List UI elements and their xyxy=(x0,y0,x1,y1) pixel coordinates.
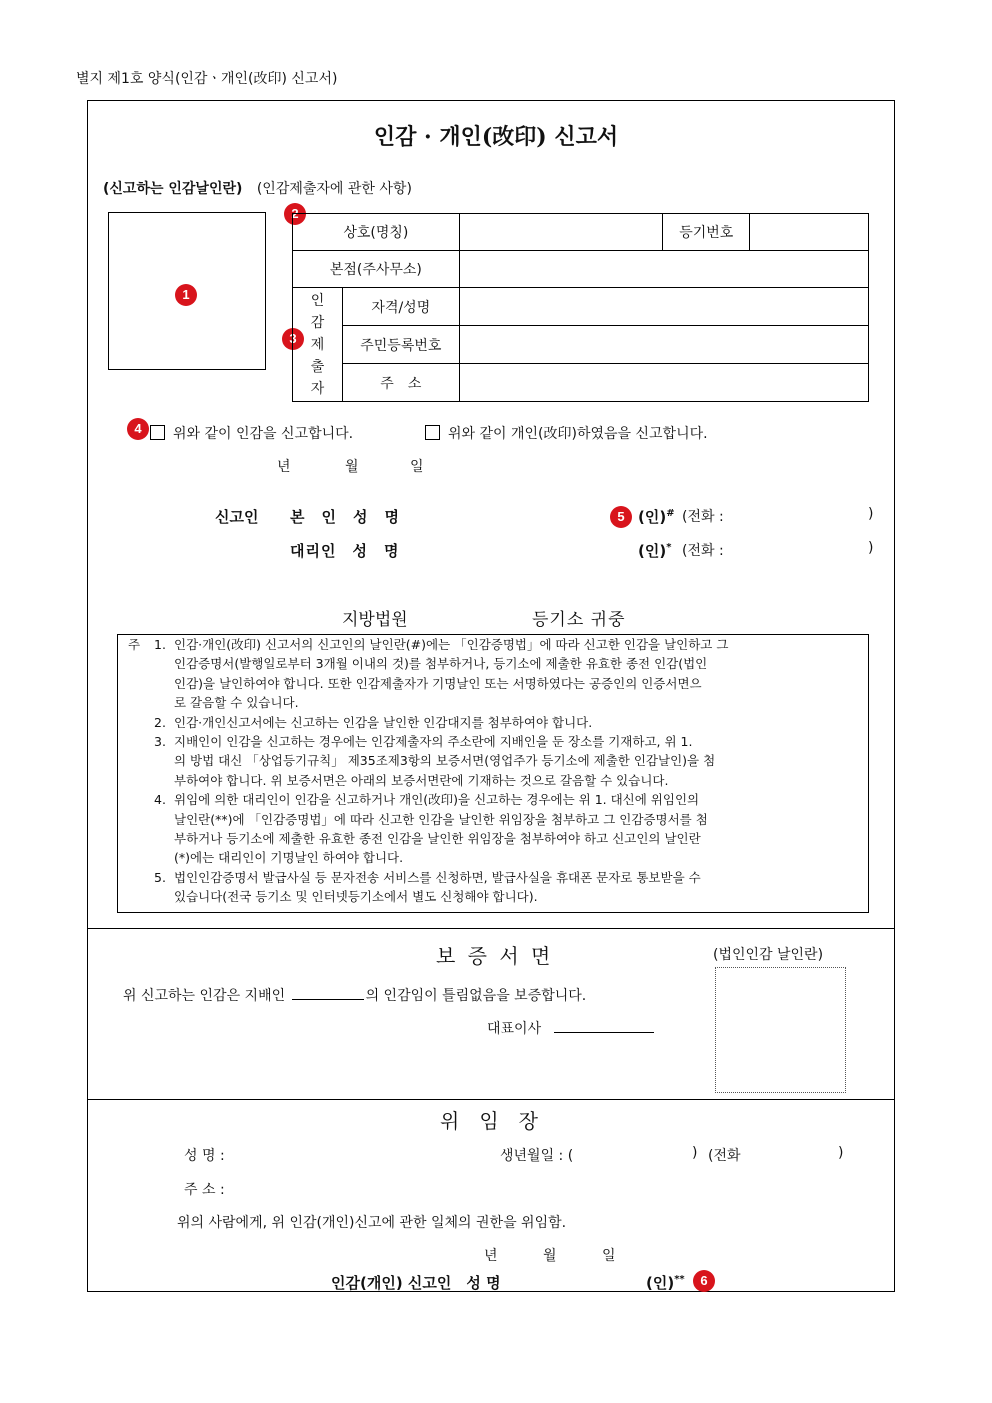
reporter-seal-2 xyxy=(638,540,671,561)
submitter-char: 출 xyxy=(310,358,325,375)
attorney-phone-close: ) xyxy=(838,1145,844,1161)
attorney-name-label: 성 명 : xyxy=(184,1148,225,1164)
note-number: 5. xyxy=(154,869,166,885)
note-number: 4. xyxy=(154,792,166,808)
date-month-label: 월 xyxy=(345,459,359,475)
note-line: 부하거나 등기소에 제출한 유효한 종전 인감을 날인한 위임장을 첨부하여야 하고 신고인의 날인란 xyxy=(174,831,701,847)
resident-number-label: 주민등록번호 xyxy=(342,326,459,364)
note-line: 인감증명서(발행일로부터 3개월 이내의 것)를 첨부하거나, 등기소에 제출한 유효한 종전 인감(법인 xyxy=(174,656,708,672)
reporter-phone-2-close: ) xyxy=(868,540,874,556)
seal-mark: * xyxy=(666,542,672,553)
attorney-phone-label: (전화 xyxy=(708,1148,741,1164)
check-option-change[interactable] xyxy=(425,423,708,443)
attorney-signer-label: 인감(개인) 신고인 성 명 xyxy=(331,1274,501,1292)
seal-section-label: (신고하는 인감날인란) xyxy=(103,181,243,197)
note-line: 법인인감증명서 발급사실 등 문자전송 서비스를 신청하면, 발급사실을 휴대폰 문자로 통보받을 수 xyxy=(174,869,701,885)
manager-name-field[interactable] xyxy=(292,999,364,1000)
seal-section-heading xyxy=(103,178,412,198)
callout-badge-6: 6 xyxy=(693,1270,715,1292)
form-title: 인감 · 개인(改印) 신고서 xyxy=(373,124,619,150)
note-item xyxy=(128,790,860,868)
callout-badge-3: 3 xyxy=(282,328,304,350)
change-checkbox[interactable] xyxy=(425,425,440,440)
trade-name-label: 상호(명칭) xyxy=(293,214,460,251)
trade-name-field[interactable] xyxy=(459,214,663,251)
note-number: 3. xyxy=(154,734,166,750)
change-checkbox-label: 위와 같이 개인(改印)하였음을 신고합니다. xyxy=(448,426,708,442)
reporter-self-name-label: 본 인 성 명 xyxy=(290,508,400,526)
note-item xyxy=(128,635,860,713)
date-day-label: 일 xyxy=(410,459,424,475)
reg-number-label: 등기번호 xyxy=(663,214,750,251)
check-option-register[interactable] xyxy=(150,423,353,443)
note-line: 의 방법 대신 「상업등기규칙」 제35조제3항의 보증서면(영업주가 등기소에 제출한 인감날인)을 첨 xyxy=(174,753,716,769)
reporter-phone-1-close: ) xyxy=(868,506,874,522)
attorney-date-year: 년 xyxy=(484,1248,498,1264)
reporter-label: 신고인 xyxy=(215,508,259,526)
reporter-phone-1-label: (전화 : xyxy=(682,509,724,525)
qualification-name-field[interactable] xyxy=(459,288,868,326)
callout-badge-1: 1 xyxy=(175,284,197,306)
note-number: 2. xyxy=(154,714,166,730)
address-field[interactable] xyxy=(459,364,868,402)
note-line: 로 갈음할 수 있습니다. xyxy=(174,695,299,711)
head-office-field[interactable] xyxy=(459,251,868,288)
note-line: 있습니다(전국 등기소 및 인터넷등기소에서 별도 신청해야 합니다). xyxy=(174,889,538,905)
resident-number-field[interactable] xyxy=(459,326,868,364)
registry-office-label: 등기소 귀중 xyxy=(532,610,626,630)
seal-mark: # xyxy=(666,508,675,519)
note-line: 날인란(**)에 「인감증명법」에 따라 신고한 인감을 날인한 위임장을 첨부하고 그 인감증명서를 첨 xyxy=(174,811,708,827)
reg-number-field[interactable] xyxy=(750,214,869,251)
form-header-note: 별지 제1호 양식(인감ㆍ개인(改印) 신고서) xyxy=(76,71,338,87)
reporter-phone-2-label: (전화 : xyxy=(682,543,724,559)
attorney-date-day: 일 xyxy=(602,1248,616,1264)
note-text xyxy=(174,732,860,790)
seal-text: (인) xyxy=(638,508,667,526)
guarantee-statement xyxy=(123,985,586,1005)
register-checkbox[interactable] xyxy=(150,425,165,440)
representative-label: 대표이사 xyxy=(487,1021,542,1037)
section-divider-guarantee xyxy=(87,928,895,929)
note-line: 인감·개인신고서에는 신고하는 인감을 날인한 인감대지를 첨부하여야 합니다. xyxy=(174,714,593,730)
section-divider-attorney xyxy=(87,1099,895,1100)
note-item xyxy=(128,732,860,790)
seal-section-sub: (인감제출자에 관한 사항) xyxy=(256,181,412,197)
attorney-birth-label: 생년월일 : ( xyxy=(500,1148,574,1164)
seal-text: (인) xyxy=(646,1274,675,1292)
attorney-seal xyxy=(646,1272,685,1293)
guarantee-text-1: 위 신고하는 인감은 지배인 xyxy=(123,988,286,1004)
attorney-title: 위 임 장 xyxy=(440,1109,538,1133)
note-text xyxy=(174,713,860,732)
note-line: 지배인이 인감을 신고하는 경우에는 인감제출자의 주소란에 지배인을 둔 장소를 기재하고, 위 1. xyxy=(174,734,693,750)
note-item xyxy=(128,868,860,907)
corp-seal-box[interactable] xyxy=(715,967,846,1093)
court-name-label: 지방법원 xyxy=(342,610,408,630)
note-text xyxy=(174,635,860,713)
notes-box xyxy=(117,634,869,913)
note-line: 위임에 의한 대리인이 인감을 신고하거나 개인(改印)을 신고하는 경우에는 위 1. 대신에 위임인의 xyxy=(174,792,700,808)
note-line: 부하여야 합니다. 위 보증서면은 아래의 보증서면란에 기재하는 것으로 갈음할 수 있습니다. xyxy=(174,772,669,788)
callout-badge-4: 4 xyxy=(127,418,149,440)
date-year-label: 년 xyxy=(277,459,291,475)
note-item xyxy=(128,713,860,732)
guarantee-text-2: 의 인감임이 틀림없음을 보증합니다. xyxy=(365,988,587,1004)
submitter-vertical-label xyxy=(293,288,343,402)
corp-seal-label: (법인인감 날인란) xyxy=(713,947,824,963)
submitter-info-table xyxy=(292,213,869,402)
reporter-agent-name-label: 대리인 성 명 xyxy=(290,542,400,560)
note-number: 1. xyxy=(154,637,166,652)
register-checkbox-label: 위와 같이 인감을 신고합니다. xyxy=(173,426,354,442)
note-text xyxy=(174,868,860,907)
attorney-statement: 위의 사람에게, 위 인감(개인)신고에 관한 일체의 권한을 위임함. xyxy=(177,1215,567,1231)
attorney-date-month: 월 xyxy=(543,1248,557,1264)
seal-text: (인) xyxy=(638,542,667,560)
qualification-name-label: 자격/성명 xyxy=(342,288,459,326)
note-line: 인감·개인(改印) 신고서의 신고인의 날인란(#)에는 「인감증명법」에 따라 신고한 인감을 날인하고 그 xyxy=(174,637,729,652)
submitter-char: 제 xyxy=(310,336,325,353)
seal-mark: ** xyxy=(674,1274,685,1285)
submitter-char: 자 xyxy=(310,380,325,397)
callout-badge-2: 2 xyxy=(284,203,306,225)
representative-name-field[interactable] xyxy=(554,1032,654,1033)
attorney-address-label: 주 소 : xyxy=(184,1182,225,1198)
reporter-seal-1 xyxy=(638,506,675,527)
note-text xyxy=(174,790,860,868)
submitter-char: 감 xyxy=(310,314,325,331)
representative-line xyxy=(487,1018,654,1038)
attorney-birth-close: ) xyxy=(692,1145,698,1161)
guarantee-title: 보 증 서 면 xyxy=(436,944,554,968)
notes-prefix: 주 xyxy=(128,637,141,652)
head-office-label: 본점(주사무소) xyxy=(293,251,460,288)
note-line: (*)에는 대리인이 기명날인 하여야 합니다. xyxy=(174,850,404,866)
callout-badge-5: 5 xyxy=(610,506,632,528)
submitter-char: 인 xyxy=(310,292,325,309)
address-label: 주 소 xyxy=(342,364,459,402)
note-line: 인감)을 날인하여야 합니다. 또한 인감제출자가 기명날인 또는 서명하였다는 공증인의 인증서면으 xyxy=(174,675,702,691)
